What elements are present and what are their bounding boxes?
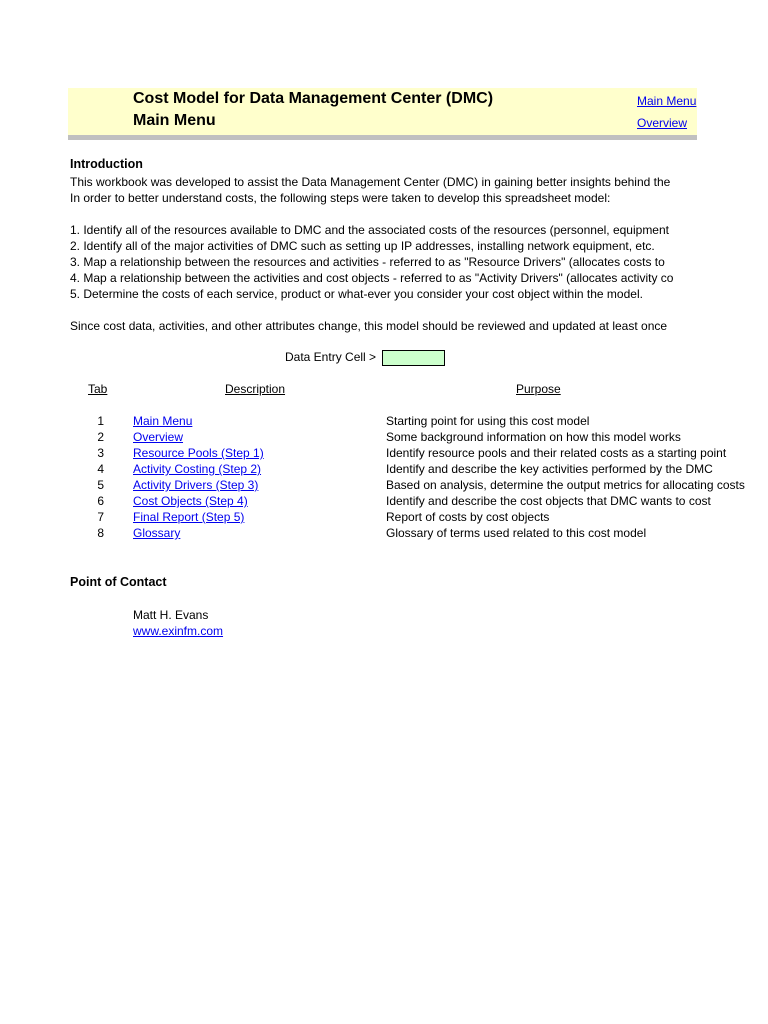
contact-name: Matt H. Evans — [133, 608, 209, 622]
row-purpose: Some background information on how this model works — [386, 430, 681, 444]
glossary-tab-link[interactable]: Glossary — [133, 526, 181, 540]
header-divider — [68, 135, 697, 140]
table-row — [0, 525, 697, 541]
intro-line-1: This workbook was developed to assist the Data Management Center (DMC) in gaining better insights behind the — [70, 175, 671, 189]
row-purpose: Based on analysis, determine the output metrics for allocating costs — [386, 478, 745, 492]
tab-number: 8 — [97, 526, 104, 540]
table-row — [0, 461, 713, 477]
tab-number: 6 — [97, 494, 104, 508]
main-menu-tab-link[interactable]: Main Menu — [133, 414, 193, 428]
step-3-text: 3. Map a relationship between the resources and activities - referred to as "Resource Drivers" (allocates costs to — [70, 255, 665, 269]
tab-number: 2 — [97, 430, 104, 444]
tab-number: 5 — [97, 478, 104, 492]
data-entry-label: Data Entry Cell > — [285, 350, 377, 364]
table-row — [0, 445, 727, 461]
activity-drivers-tab-link[interactable]: Activity Drivers (Step 3) — [133, 478, 259, 492]
resource-pools-tab-link[interactable]: Resource Pools (Step 1) — [133, 446, 264, 460]
tab-column-header: Tab — [88, 382, 108, 396]
introduction-heading: Introduction — [70, 157, 143, 171]
row-purpose: Report of costs by cost objects — [386, 510, 550, 524]
table-row — [0, 413, 697, 429]
row-purpose: Identify and describe the key activities performed by the DMC — [386, 462, 713, 476]
step-4-text: 4. Map a relationship between the activities and cost objects - referred to as "Activity Drivers" (allocates activity co — [70, 271, 674, 285]
overview-tab-link[interactable]: Overview — [133, 430, 184, 444]
tab-number: 1 — [97, 414, 104, 428]
intro-line-2: In order to better understand costs, the following steps were taken to develop this spreadsheet model: — [70, 191, 611, 205]
tab-number: 3 — [97, 446, 104, 460]
data-entry-cell[interactable] — [382, 350, 445, 366]
table-row — [0, 429, 697, 445]
table-row — [0, 509, 697, 525]
page-subtitle: Main Menu — [133, 112, 216, 129]
cost-objects-tab-link[interactable]: Cost Objects (Step 4) — [133, 494, 248, 508]
contact-website-link[interactable]: www.exinfm.com — [133, 624, 224, 638]
activity-costing-tab-link[interactable]: Activity Costing (Step 2) — [133, 462, 262, 476]
table-row — [0, 493, 711, 509]
page-title: Cost Model for Data Management Center (DMC) — [133, 90, 494, 107]
overview-link[interactable]: Overview — [637, 116, 688, 130]
row-purpose: Identify and describe the cost objects that DMC wants to cost — [386, 494, 711, 508]
point-of-contact-heading: Point of Contact — [70, 575, 167, 589]
step-1-text: 1. Identify all of the resources available to DMC and the associated costs of the resources (personnel, equipment — [70, 223, 669, 237]
step-5-text: 5. Determine the costs of each service, product or what-ever you consider your cost object within the model. — [70, 287, 643, 301]
table-row — [0, 477, 745, 493]
step-2-text: 2. Identify all of the major activities of DMC such as setting up IP addresses, installing network equipment, etc. — [70, 239, 655, 253]
final-report-tab-link[interactable]: Final Report (Step 5) — [133, 510, 245, 524]
row-purpose: Identify resource pools and their related costs as a starting point — [386, 446, 727, 460]
description-column-header: Description — [225, 382, 286, 396]
row-purpose: Glossary of terms used related to this cost model — [386, 526, 647, 540]
tab-number: 4 — [97, 462, 104, 476]
row-purpose: Starting point for using this cost model — [386, 414, 590, 428]
purpose-column-header: Purpose — [516, 382, 561, 396]
tab-number: 7 — [97, 510, 104, 524]
main-menu-link[interactable]: Main Menu — [637, 94, 697, 108]
intro-closing-text: Since cost data, activities, and other attributes change, this model should be reviewed and updated at least once — [70, 319, 668, 333]
